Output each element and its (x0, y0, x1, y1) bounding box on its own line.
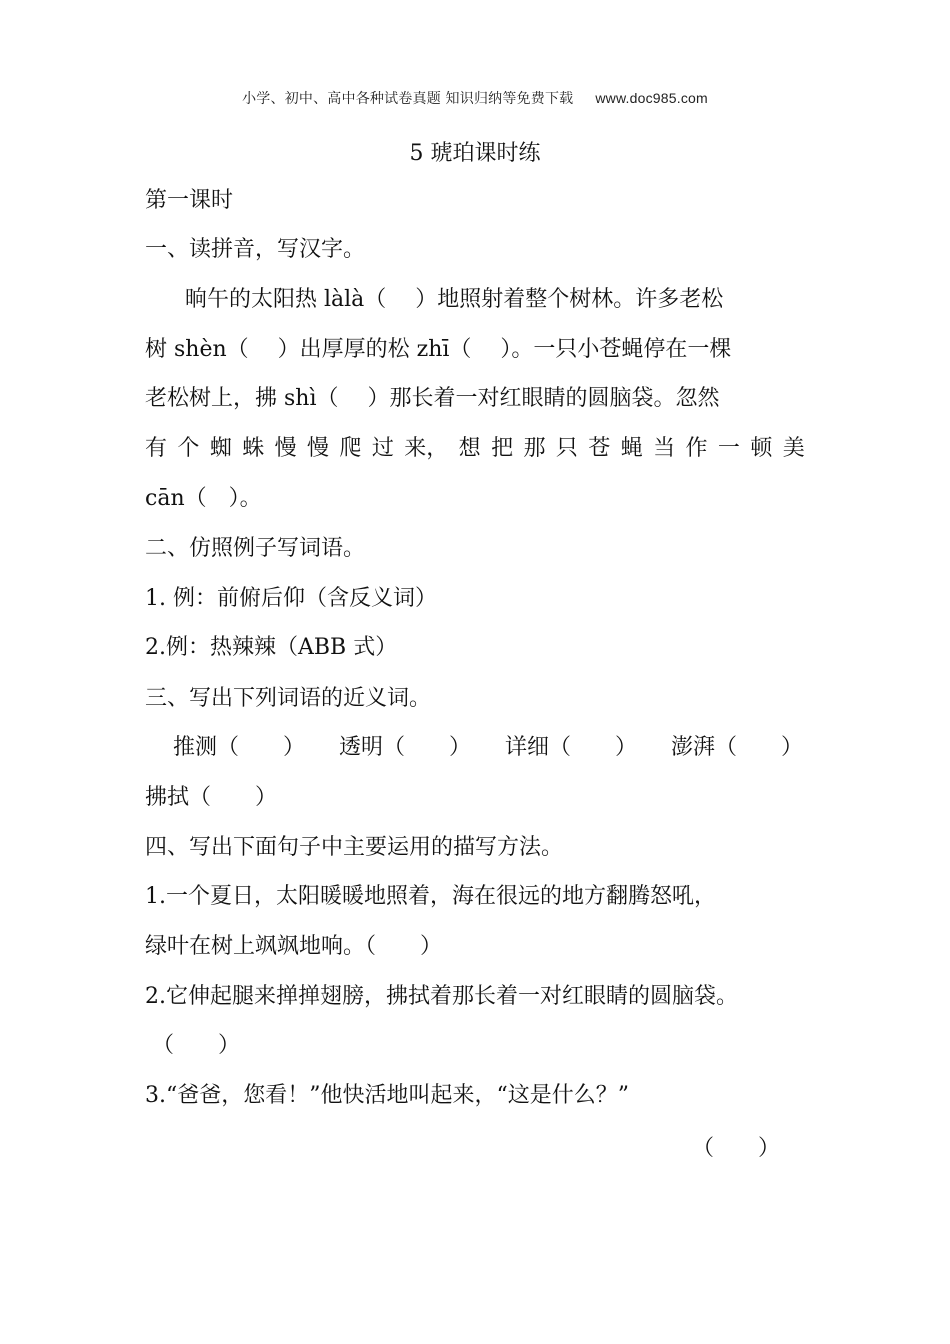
justified-char: 爬 (339, 436, 362, 461)
question-1-line-2: 绿叶在树上飒飒地响。（ ） (145, 934, 443, 959)
justified-char: 美 (782, 436, 805, 461)
lesson-label: 第一课时 (145, 188, 234, 213)
section1-heading: 一、读拼音，写汉字。 (145, 237, 366, 262)
justified-char: 蛛 (242, 436, 265, 461)
section1-line-3: 老松树上，拂 shì（ ）那长着一对红眼睛的圆脑袋。忽然 (145, 386, 720, 411)
justified-char: 顿 (750, 436, 773, 461)
section3-words (173, 733, 837, 763)
question-2-line-2: （ ） (152, 1033, 241, 1058)
synonym-item: 澎湃（ ） (671, 735, 804, 760)
justified-char: 蝇 (620, 436, 643, 461)
question-2-line-1: 2.它伸起腿来掸掸翅膀，拂拭着那长着一对红眼睛的圆脑袋。 (145, 984, 738, 1009)
section2-heading: 二、仿照例子写词语。 (145, 536, 366, 561)
question-3-line-1: 3.“爸爸，您看！”他快活地叫起来，“这是什么？” (145, 1083, 629, 1108)
section3-heading: 三、写出下列词语的近义词。 (145, 686, 432, 711)
justified-char: 慢 (274, 436, 297, 461)
header-source-text: 小学、初中、高中各种试卷真题 知识归纳等免费下载 (242, 91, 574, 107)
question-1-line-1: 1.一个夏日，太阳暖暖地照着，海在很远的地方翻腾怒吼， (145, 884, 716, 909)
section1-line-5: cān（ ）。 (145, 486, 262, 511)
justified-char: 个 (177, 436, 200, 461)
section4-heading: 四、写出下面句子中主要运用的描写方法。 (145, 835, 564, 860)
synonym-item: 推测（ ） (173, 735, 306, 760)
justified-char: 蜘 (209, 436, 232, 461)
justified-char: 只 (555, 436, 578, 461)
justified-char: 过 (371, 436, 394, 461)
synonym-item: 详细（ ） (505, 735, 638, 760)
justified-char: 一 (717, 436, 740, 461)
justified-char: 把 (491, 436, 514, 461)
section3-extra-word: 拂拭（ ） (145, 785, 278, 810)
header-site-link[interactable]: www.doc985.com (595, 90, 708, 106)
section1-line-1: 晌午的太阳热 làlà（ ）地照射着整个树林。许多老松 (185, 287, 724, 312)
justified-char: 作 (685, 436, 708, 461)
synonym-item: 透明（ ） (339, 735, 472, 760)
justified-char: 慢 (307, 436, 330, 461)
section2-item-1: 1. 例：前俯后仰（含反义词） (145, 586, 437, 611)
section1-line-4 (145, 434, 805, 464)
justified-char: 来， (404, 436, 449, 461)
justified-char: 那 (523, 436, 546, 461)
justified-char: 苍 (588, 436, 611, 461)
page-title: 5 琥珀课时练 (409, 141, 541, 166)
section2-item-2: 2.例：热辣辣（ABB 式） (145, 635, 398, 660)
page-header (0, 88, 950, 108)
question-3-answer: （ ） (692, 1136, 781, 1161)
justified-char: 有 (145, 436, 168, 461)
justified-char: 想 (458, 436, 481, 461)
justified-char: 当 (653, 436, 676, 461)
section1-line-2: 树 shèn（ ）出厚厚的松 zhī（ ）。一只小苍蝇停在一棵 (145, 337, 732, 362)
